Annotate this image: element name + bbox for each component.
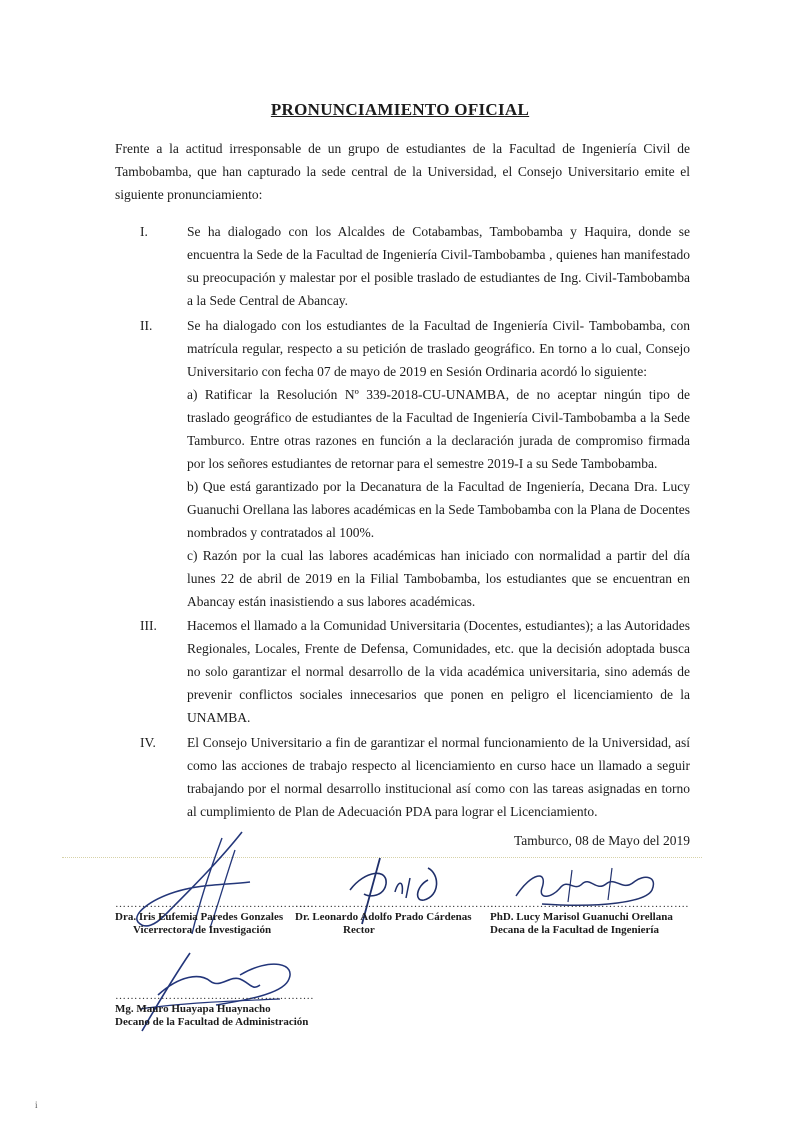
- signatory-name: Dr. Leonardo Adolfo Prado Cárdenas: [295, 911, 472, 923]
- item-paragraph: Hacemos el llamado a la Comunidad Universitaria (Docentes, estudiantes); a las Autoridades Regionales, Locales, Frente de Defensa, Comunidades, etc. que la decisión adoptada busca no solo garantizar el normal desarrollo de la vida académica universitaria, sino además de prevenir conflictos sociales innecesarios que ponen en peligro el licenciamiento de la UNAMBA.: [187, 618, 690, 725]
- item-paragraph: Se ha dialogado con los Alcaldes de Cotabambas, Tambobamba y Haquira, donde se encuentra la Sede de la Facultad de Ingeniería Civil-Tambobamba , quienes han manifestado su preocupación y malestar por el posible traslado de estudiantes de Ing. Civil-Tambobamba a la Sede Central de Abancay.: [187, 224, 690, 308]
- signature-block-decana-ingenieria: [490, 898, 710, 937]
- signature-line: …………………………………………….: [115, 990, 314, 1002]
- signatory-name: PhD. Lucy Marisol Guanuchi Orellana: [490, 911, 673, 923]
- item-body: [187, 731, 690, 823]
- signatory-name: Dra. Iris Eufemia Paredes Gonzales: [115, 911, 284, 923]
- item-number: IV.: [140, 735, 156, 750]
- item-paragraph: Se ha dialogado con los estudiantes de la Facultad de Ingeniería Civil- Tambobamba, con matrícula regular, respecto a su petición de traslado geográfico. En torno a lo cual, Consejo Universitario con fecha 07 de mayo de 2019 en Sesión Ordinaria acordó lo siguiente:: [187, 318, 690, 379]
- signature-block-decano-administracion: [115, 990, 315, 1029]
- signature-block-rector: [295, 898, 494, 937]
- item-paragraph: a) Ratificar la Resolución Nº 339-2018-CU-UNAMBA, de no aceptar ningún tipo de traslado geográfico de estudiantes de la Facultad de Ingeniería Civil-Tambobamba a la Sede Tamburco. Entre otras razones en función a la declaración jurada de compromiso firmada por los señores estudiantes de retornar para el semestre 2019-I a su Sede Tambobamba.: [187, 387, 690, 471]
- item-body: [187, 220, 690, 312]
- divider: [62, 857, 702, 858]
- footer-mark: i: [35, 1100, 38, 1110]
- item-paragraph: c) Razón por la cual las labores académicas han iniciado con normalidad a partir del día lunes 22 de abril de 2019 en la Filial Tambobamba, los estudiantes que se encuentran en Abancay están inasistiendo a sus labores académicas.: [187, 548, 690, 609]
- signature-line: …………………………………………….: [115, 898, 314, 910]
- signatory-role: Vicerrectora de Investigación: [133, 924, 272, 936]
- signature-line: …………………………………………….: [295, 898, 494, 910]
- signature-line: …………………………………………….: [490, 898, 689, 910]
- signature-block-vicerrectora: [115, 898, 314, 937]
- signatory-role: Decano de la Facultad de Administración: [115, 1016, 309, 1028]
- signatory-name: Mg. Mauro Huayapa Huaynacho: [115, 1003, 271, 1015]
- item-number: III.: [140, 618, 157, 633]
- document-title: PRONUNCIAMIENTO OFICIAL: [270, 100, 530, 119]
- item-paragraph: b) Que está garantizado por la Decanatura de la Facultad de Ingeniería, Decana Dra. Lucy Guanuchi Orellana las labores académicas en la Sede Tambobamba con la Plana de Docentes nombrados y contratados al 100%.: [187, 479, 690, 540]
- item-body: [187, 614, 690, 729]
- item-number: II.: [140, 318, 153, 333]
- place-date: Tamburco, 08 de Mayo del 2019: [513, 833, 690, 848]
- signatory-role: Decana de la Facultad de Ingeniería: [490, 924, 659, 936]
- item-paragraph: El Consejo Universitario a fin de garantizar el normal funcionamiento de la Universidad, así como las acciones de trabajo respecto al licenciamiento en curso hace un llamado a seguir trabajando por el normal desarrollo institucional así como con las tareas asignadas en torno al cumplimiento de Plan de Adecuación PDA para lograr el Licenciamiento.: [187, 735, 690, 819]
- item-body: [187, 314, 690, 613]
- item-number: I.: [140, 224, 148, 239]
- signatory-role: Rector: [343, 924, 375, 936]
- intro-paragraph: Frente a la actitud irresponsable de un grupo de estudiantes de la Facultad de Ingeniería Civil de Tambobamba, que han capturado la sede central de la Universidad, el Consejo Universitario emite el siguiente pronunciamiento:: [115, 141, 690, 202]
